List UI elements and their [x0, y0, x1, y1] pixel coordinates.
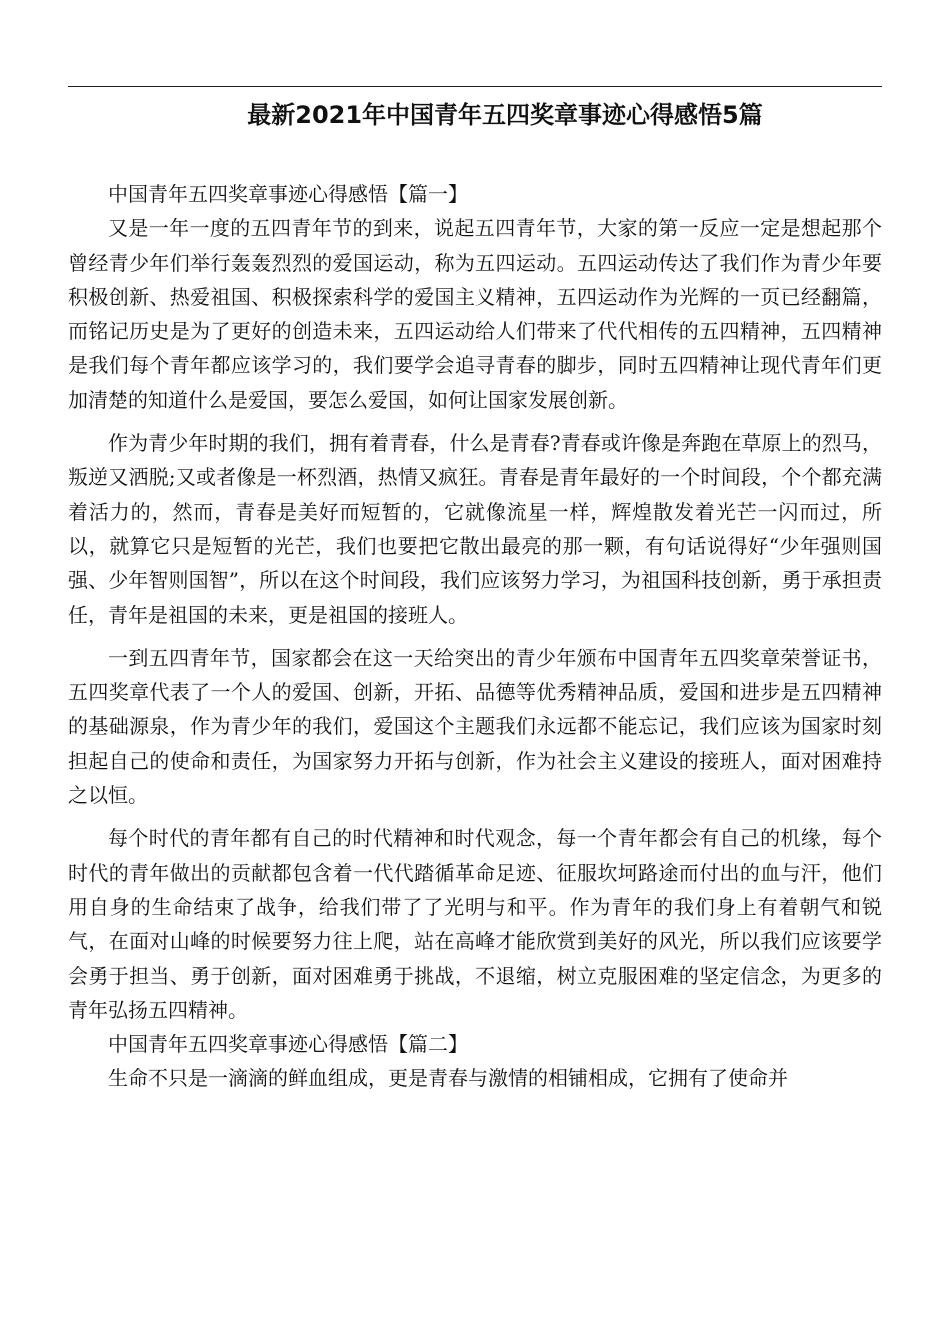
paragraph-1-2: 作为青少年时期的我们，拥有着青春，什么是青春?青春或许像是奔跑在草原上的烈马，叛逆又洒脱;又或者像是一杯烈酒，热情又疯狂。青春是青年最好的一个时间段，个个都充满着活力的，然而，青春是美好而短暂的，它就像流星一样，辉煌散发着光芒一闪而过，所以，就算它只是短暂的光芒，我们也要把它散出最亮的那一颗，有句话说得好“少年强则国强、少年智则国智”，所以在这个时间段，我们应该努力学习，为祖国科技创新，勇于承担责任，青年是祖国的未来，更是祖国的接班人。	[68, 431, 882, 627]
document-title: 最新2021年中国青年五四奖章事迹心得感悟5篇	[247, 101, 763, 129]
paragraph-2-1: 生命不只是一滴滴的鲜血组成，更是青春与激情的相铺相成，它拥有了使命并	[108, 1066, 788, 1091]
section-heading-1: 中国青年五四奖章事迹心得感悟【篇一】	[108, 182, 468, 206]
paragraph-1-3: 一到五四青年节，国家都会在这一天给突出的青少年颁布中国青年五四奖章荣誉证书，五四奖章代表了一个人的爱国、创新，开拓、品德等优秀精神品质，爱国和进步是五四精神的基础源泉，作为青少年的我们，爱国这个主题我们永远都不能忘记，我们应该为国家时刻担起自己的使命和责任，为国家努力开拓与创新，作为社会主义建设的接班人，面对困难持之以恒。	[68, 645, 882, 808]
header-rule	[68, 86, 882, 87]
paragraph-1-1: 又是一年一度的五四青年节的到来，说起五四青年节，大家的第一反应一定是想起那个曾经青少年们举行轰轰烈烈的爱国运动，称为五四运动。五四运动传达了我们作为青少年要积极创新、热爱祖国、积极探索科学的爱国主义精神，五四运动作为光辉的一页已经翻篇，而铭记历史是为了更好的创造未来，五四运动给人们带来了代代相传的五四精神，五四精神是我们每个青年都应该学习的，我们要学会追寻青春的脚步，同时五四精神让现代青年们更加清楚的知道什么是爱国，要怎么爱国，如何让国家发展创新。	[68, 216, 882, 412]
section-heading-2: 中国青年五四奖章事迹心得感悟【篇二】	[108, 1032, 468, 1057]
document-body	[68, 177, 882, 1096]
paragraph-1-4: 每个时代的青年都有自己的时代精神和时代观念，每一个青年都会有自己的机缘，每个时代的青年做出的贡献都包含着一代代踏循革命足迹、征服坎坷路途而付出的血与汗，他们用自身的生命结束了战争，给我们带了了光明与和平。作为青年的我们身上有着朝气和锐气，在面对山峰的时候要努力往上爬，站在高峰才能欣赏到美好的风光，所以我们应该要学会勇于担当、勇于创新，面对困难勇于挑战，不退缩，树立克服困难的坚定信念，为更多的青年弘扬五四精神。	[68, 826, 882, 1022]
